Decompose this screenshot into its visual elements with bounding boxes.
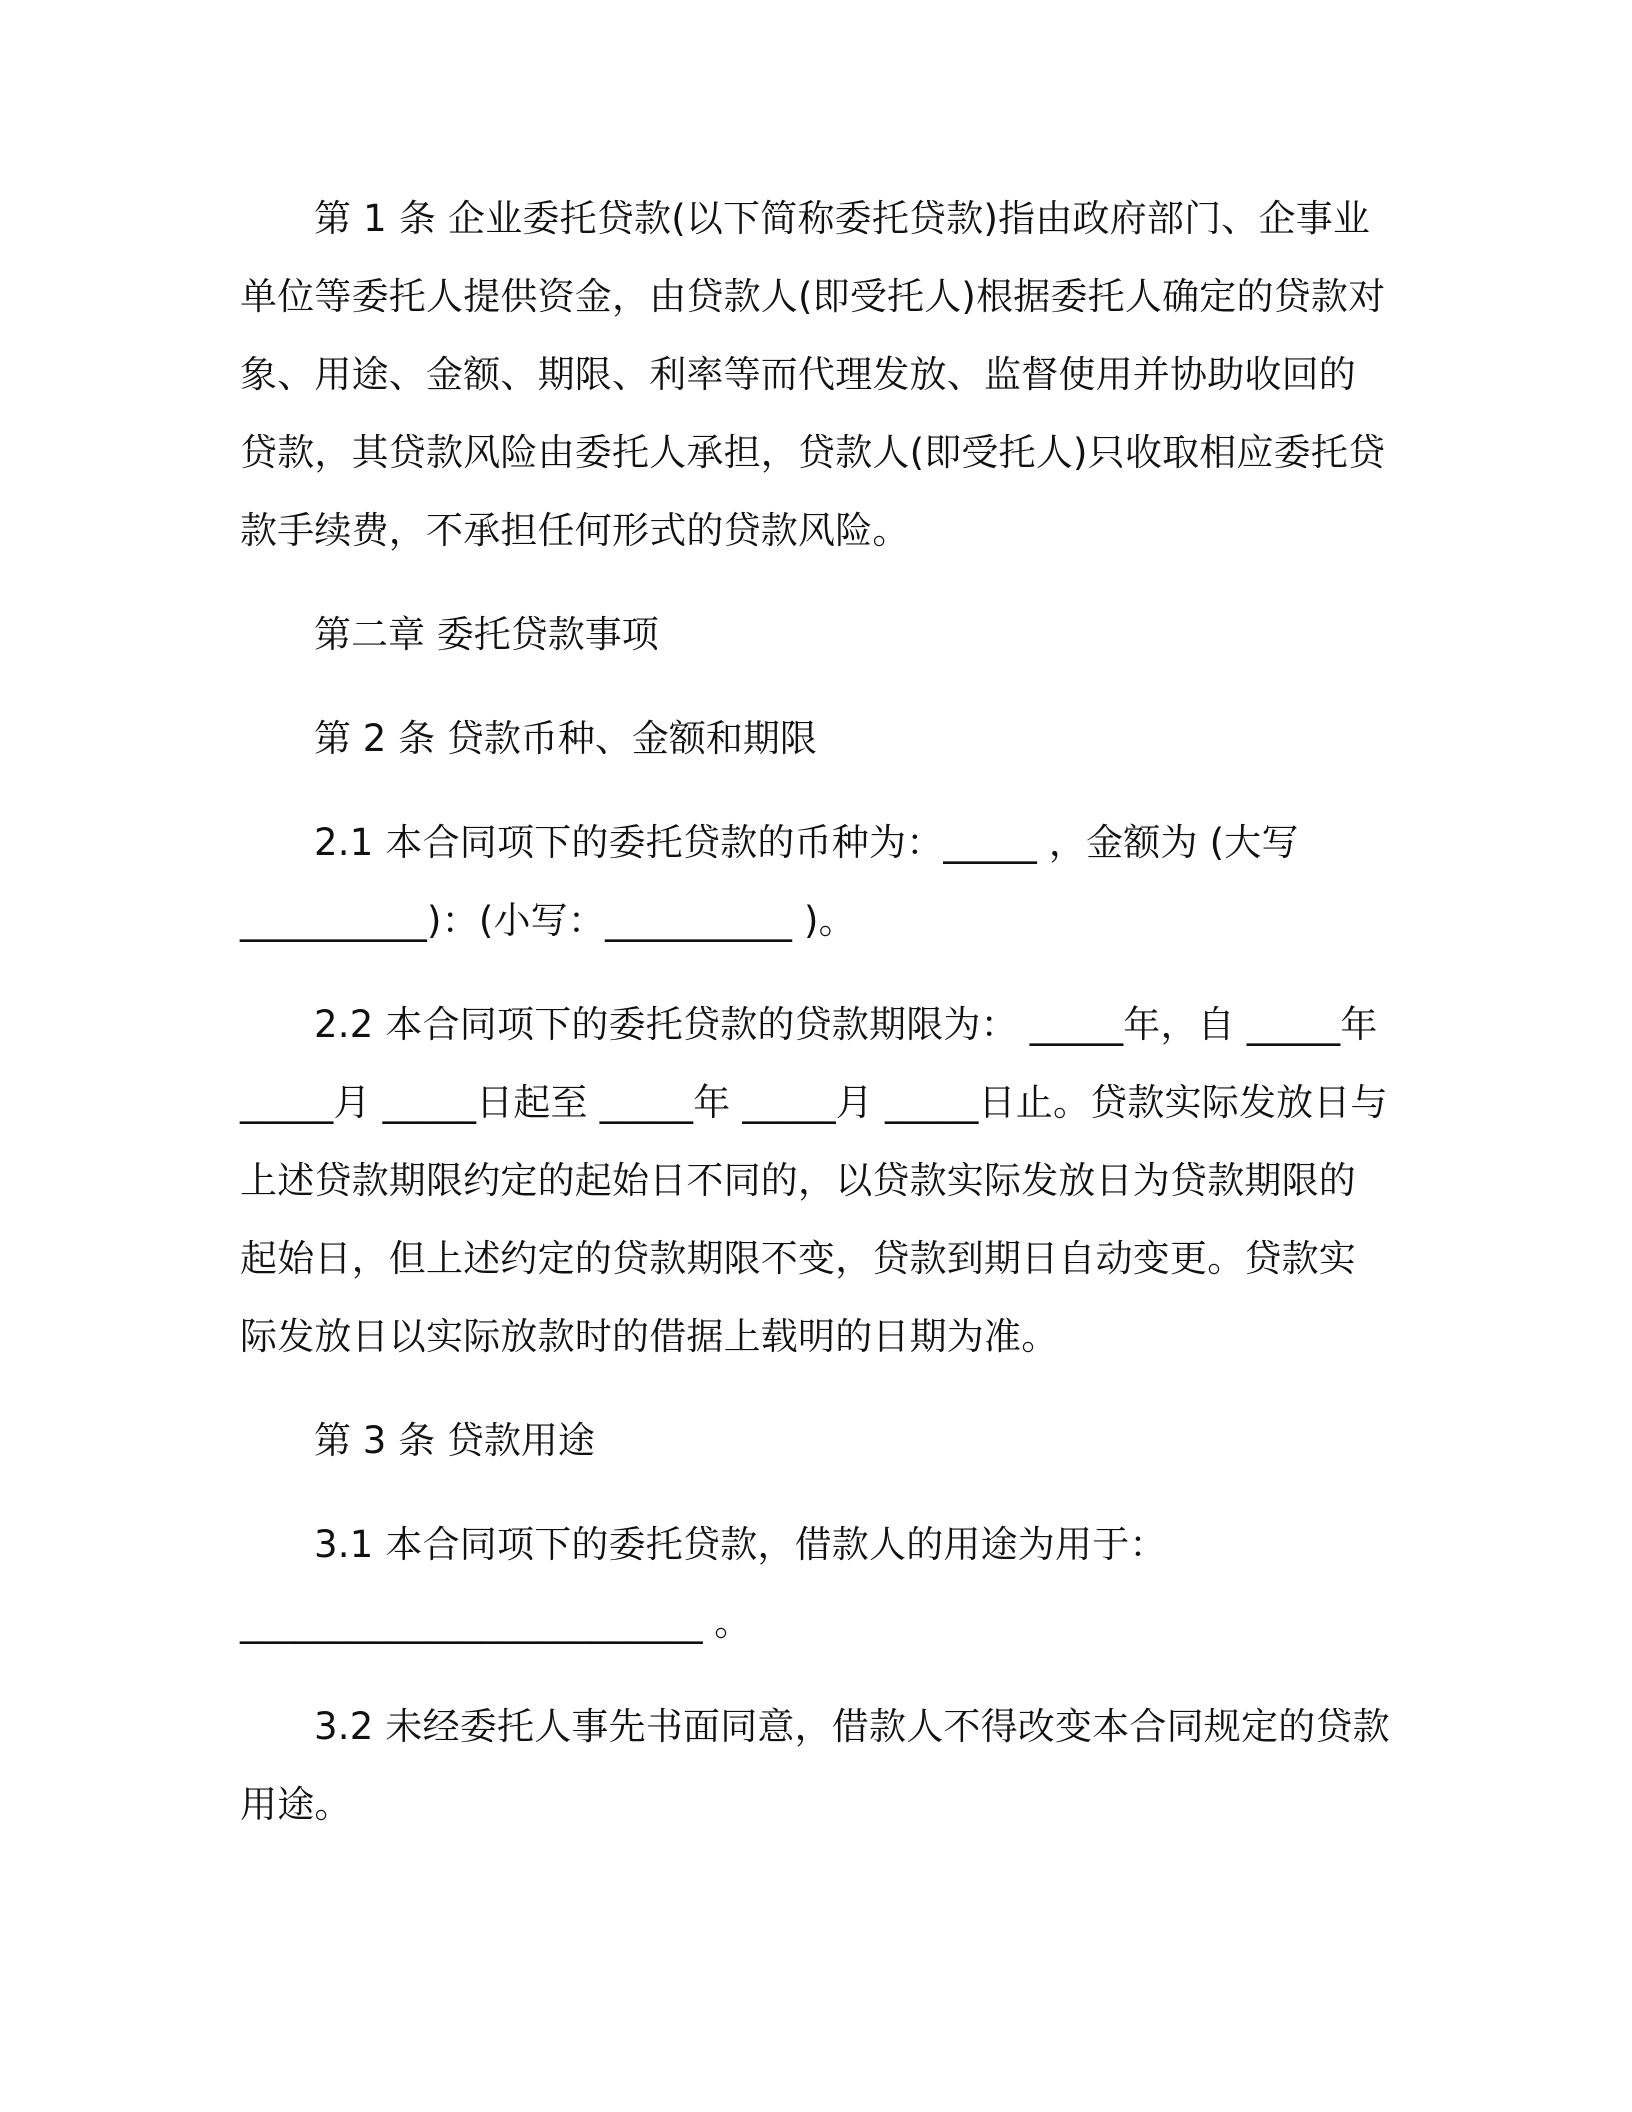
chapter-2-heading: 第二章 委托贷款事项 xyxy=(314,613,659,656)
clause-3-1-paragraph: 3.1 本合同项下的委托贷款，借款人的用途为用于： xyxy=(314,1523,1167,1566)
clause-2-2-paragraph: 2.2 本合同项下的委托贷款的贷款期限为： _____年，自 _____年 _____月 _____日起至 _____年 _____月 _____日止。贷款实际发放日与上述贷款期限约定的起始日不同的，以贷款实际发放日为贷款期限的起始日，但上述约定的贷款期限不变，贷款到期日自动变更。贷款实际发放日以实际放款时的借据上载明的日期为准。 xyxy=(240,1003,1390,1358)
clause-3-2-paragraph: 3.2 未经委托人事先书面同意，借款人不得改变本合同规定的贷款用途。 xyxy=(240,1705,1390,1826)
clause-2-1-paragraph: 2.1 本合同项下的委托贷款的币种为：_____ ，金额为 (大写__________)：(小写：__________ )。 xyxy=(240,821,1299,942)
article-1-paragraph: 第 1 条 企业委托贷款(以下简称委托贷款)指由政府部门、企事业单位等委托人提供资金，由贷款人(即受托人)根据委托人确定的贷款对象、用途、金额、期限、利率等而代理发放、监督使用并协助收回的贷款，其贷款风险由委托人承担，贷款人(即受托人)只收取相应委托贷款手续费，不承担任何形式的贷款风险。 xyxy=(240,197,1386,552)
document-body xyxy=(240,180,1390,1870)
article-3-heading: 第 3 条 贷款用途 xyxy=(314,1419,595,1462)
clause-3-1-blank: _________________________ 。 xyxy=(240,1601,752,1644)
article-2-heading: 第 2 条 贷款币种、金额和期限 xyxy=(314,717,817,760)
